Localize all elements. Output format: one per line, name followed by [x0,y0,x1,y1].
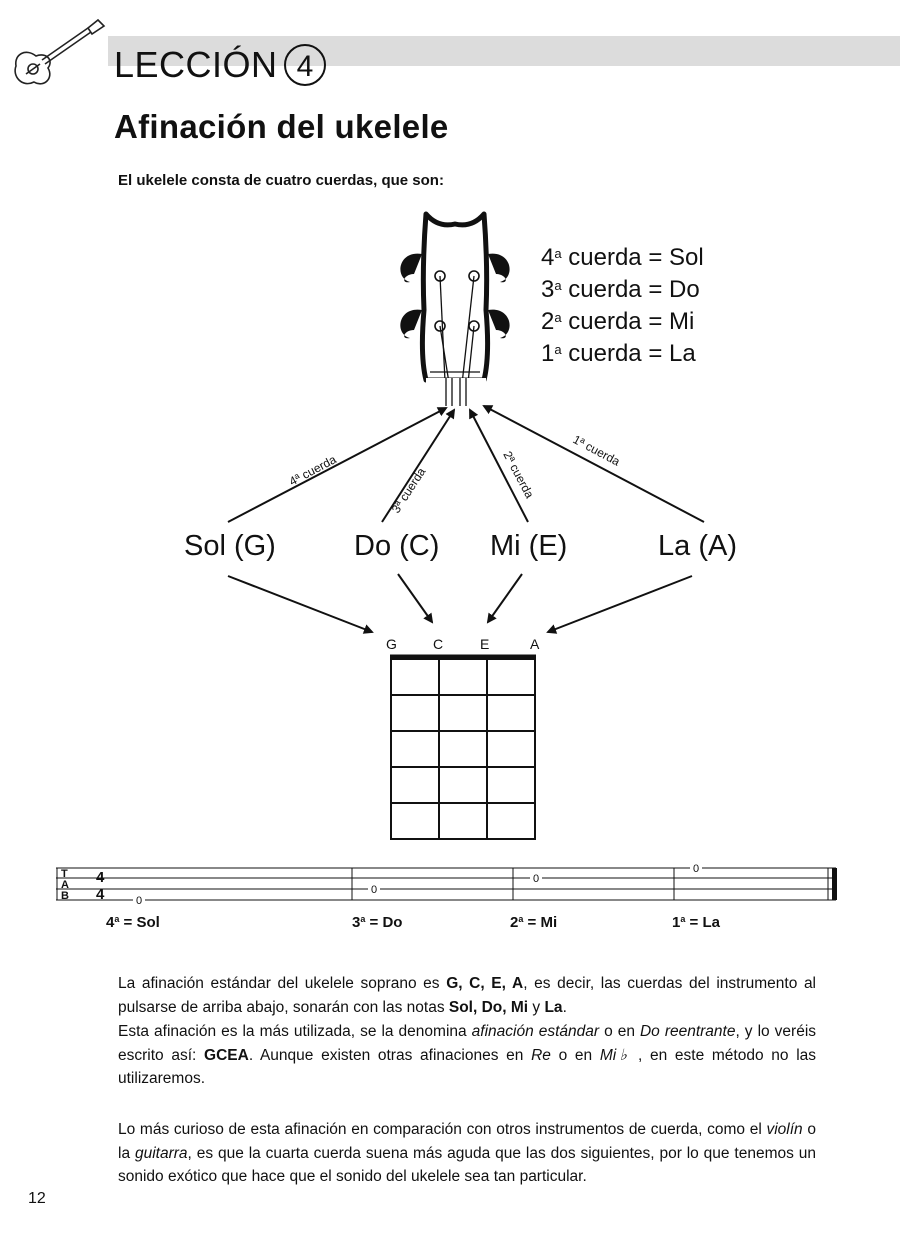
arrow-label-2: 2ª cuerda [500,448,537,501]
body-paragraph-2: Esta afinación es la más utilizada, se la denomina afinación estándar o en Do reentrante, y lo veréis escrito así: GCEA. Aunque existen otras afinaciones en Re o en Mi♭ , en este método no las utilizaremos. [118,1023,817,1087]
tuning-item-2: 2$^a$ cuerda = Mi [541,308,695,335]
body-paragraph-1: La afinación estándar del ukelele soprano es G, C, E, A, es decir, las cuerdas del instrumento al pulsarse de arriba abajo, sonarán con las notas Sol, Do, Mi y La. [118,975,817,1016]
section-title: Afinación del ukelele [114,108,449,145]
tab-label-1: $1^a = La$ [672,914,720,931]
time-sig-top: 4 [96,869,105,886]
tab-fret-2: 0 [370,884,378,896]
time-sig-bottom: 4 [96,886,105,903]
tab-label-4: $4^a$ = Sol [106,914,160,931]
page-number: 12 [28,1190,46,1207]
tablature-staff [56,858,846,912]
chord-string-g: G [386,636,397,652]
note-label-mi: Mi (E) [490,530,568,562]
arrow-do-to-c [398,574,432,622]
arrow-la-to-a [548,576,692,632]
tab-clef-b: B [61,890,69,902]
tab-fret-1: 0 [135,895,143,907]
chord-string-c: C [433,636,444,652]
note-label-la: La (A) [658,530,737,562]
note-label-do: Do (C) [354,530,440,562]
arrow-mi-to-e [488,574,522,622]
lesson-title: LECCIÓN [114,44,278,85]
intro-text: El ukelele consta de cuatro cuerdas, que son: [118,172,444,189]
arrow-label-4: 4ª cuerda [286,452,339,489]
tuning-item-1: 1$^a$ cuerda = La [541,340,696,367]
tab-clef-t: T [61,868,68,880]
chord-string-a: A [530,636,540,652]
tab-fret-3: 0 [532,873,540,885]
arrow-sol-to-g [228,576,372,632]
tuning-item-3: 3$^a$ cuerda = Do [541,276,700,303]
tab-clef-a: A [61,879,69,891]
lesson-number-badge: 4 [284,44,326,86]
tab-label-2: $2^a = Mi$ [510,914,558,931]
note-label-sol: Sol (G) [184,530,276,562]
arrow-label-3: 3ª cuerda [388,465,429,516]
body-paragraph-3: Lo más curioso de esta afinación en comparación con otros instrumentos de cuerda, como el violín o la guitarra, es que la cuarta cuerda suena más aguda que las dos siguientes, por lo que tenemos un sonido exótico que hace que el sonido del ukelele sea tan particular. [118,1121,816,1185]
tab-fret-4: 0 [692,863,700,875]
chord-diagram [388,654,538,842]
arrow-label-1: 1ª cuerda [570,432,623,469]
tuning-item-4: 4$^a$ cuerda = Sol [541,244,704,271]
chord-string-e: E [480,636,490,652]
tab-label-3: $3^a = Do$ [352,914,403,931]
